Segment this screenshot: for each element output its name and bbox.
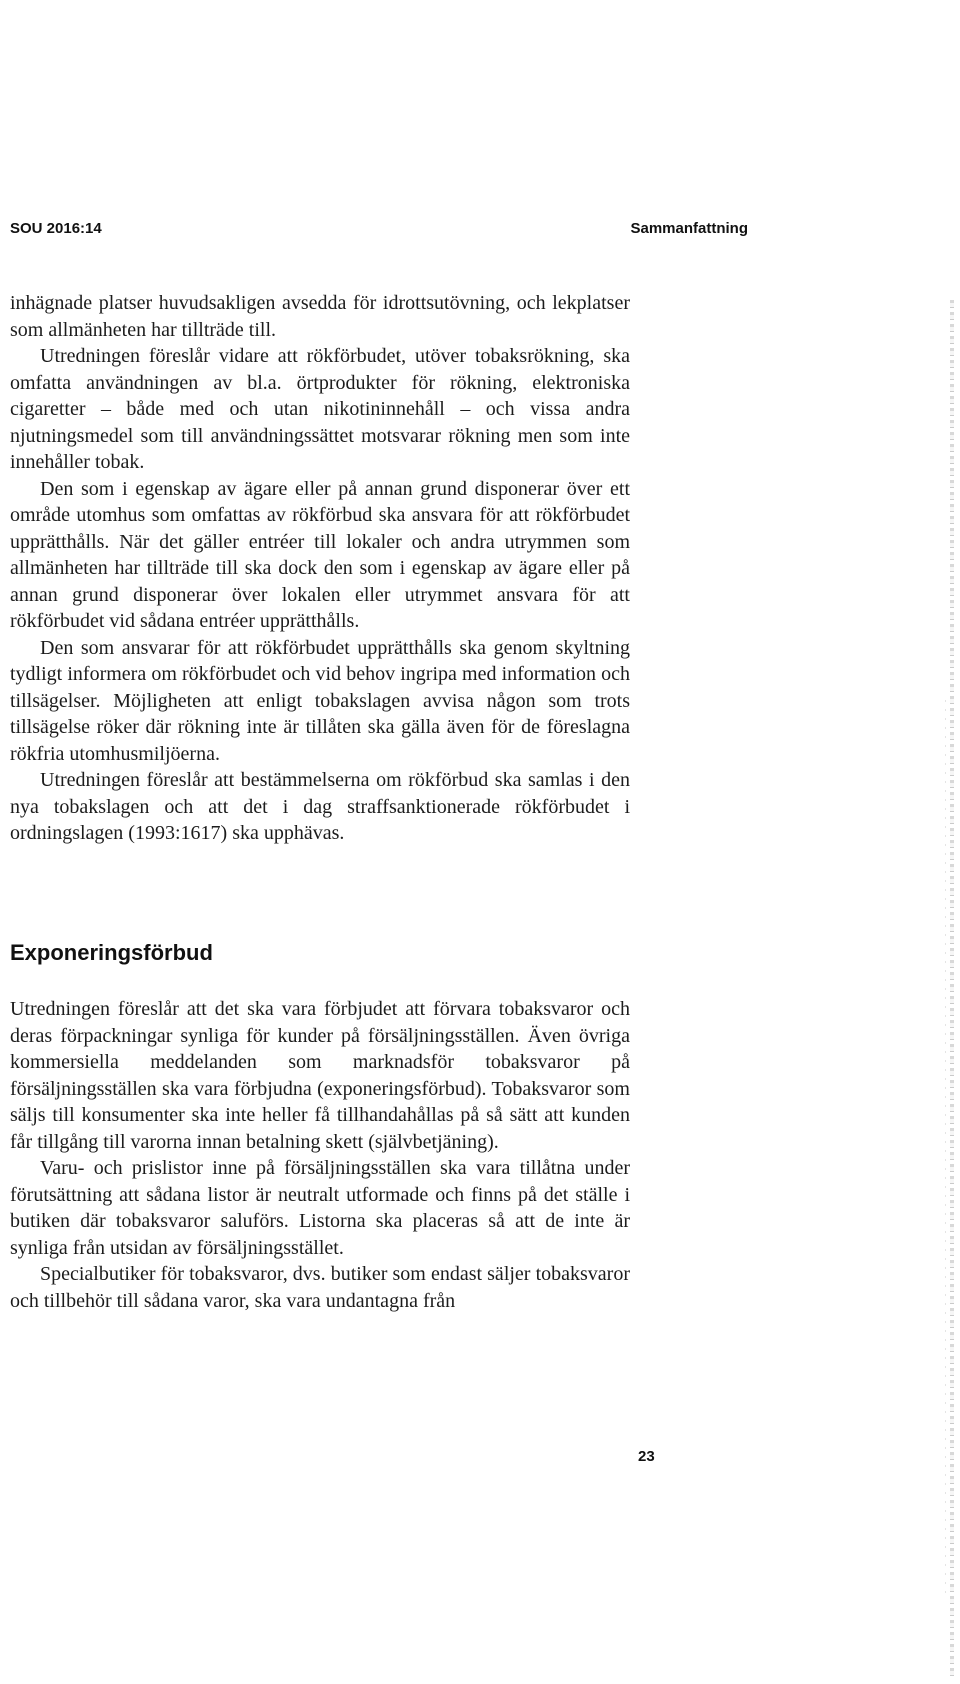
paragraph: inhägnade platser huvudsakligen avsedda för idrottsutövning, och lekplatser som allmänheten har tillträde till.: [10, 292, 630, 341]
paragraph: Varu- och prislistor inne på försäljningsställen ska vara tillåtna under förutsättning att sådana listor är neutralt utformade och finns på det ställe i butiken där tobaksvaror saluförs. Listorna ska placeras så att de inte är synliga från utsidan av försäljningsstället.: [10, 1157, 630, 1259]
report-id: SOU 2016:14: [10, 220, 102, 237]
page-number: 23: [638, 1448, 655, 1465]
paragraph: Specialbutiker för tobaksvaror, dvs. butiker som endast säljer tobaksvaror och tillbehör till sådana varor, ska vara undantagna från: [10, 1263, 630, 1312]
running-header: [10, 220, 748, 237]
scan-edge-artifact: [945, 700, 946, 1600]
paragraph: Utredningen föreslår att det ska vara förbjudet att förvara tobaksvaror och deras förpackningar synliga för kunder på försäljningsställen. Även övriga kommersiella meddelanden som marknadsför tobaksvaror på försäljningsställen ska vara förbjudna (exponeringsförbud). Tobaksvaror som säljs till konsumenter ska inte heller få tillhandahållas på så sätt att kunden får tillgång till varorna innan betalning skett (självbetjäning).: [10, 998, 630, 1153]
paragraph: Den som i egenskap av ägare eller på annan grund disponerar över ett område utomhus som omfattas av rökförbud ska ansvara för att rökförbudet upprätthålls. När det gäller entréer till lokaler och andra utrymmen som allmänheten har tillträde till ska dock den som i egenskap av ägare eller på annan grund disponerar över lokalen eller utrymmet ansvara för att rökförbudet vid sådana entréer upprätthålls.: [10, 477, 630, 632]
section-title: Sammanfattning: [630, 220, 748, 237]
section-heading: Exponeringsförbud: [10, 940, 213, 965]
paragraph: Den som ansvarar för att rökförbudet upprätthålls ska genom skyltning tydligt informera om rökförbudet och vid behov ingripa med information och tillsägelser. Möjligheten att enligt tobakslagen avvisa någon som trots tillsägelse röker där rökning inte är tillåten ska gälla även för de föreslagna rökfria utomhusmiljöerna.: [10, 636, 630, 765]
body-text-exponering: [10, 996, 630, 1314]
paragraph: Utredningen föreslår vidare att rökförbudet, utöver tobaksrökning, ska omfatta användningen av bl.a. örtprodukter för rökning, elektroniska cigaretter – både med och utan nikotininnehåll – och vissa andra njutningsmedel som till användningssättet motsvarar rökning men som inte innehåller tobak.: [10, 345, 630, 473]
scan-edge-artifact: [950, 300, 954, 1680]
paragraph: Utredningen föreslår att bestämmelserna om rökförbud ska samlas i den nya tobakslagen och att det i dag straffsanktionerade rökförbudet i ordningslagen (1993:1617) ska upphävas.: [10, 769, 630, 844]
body-text-top: [10, 290, 630, 847]
